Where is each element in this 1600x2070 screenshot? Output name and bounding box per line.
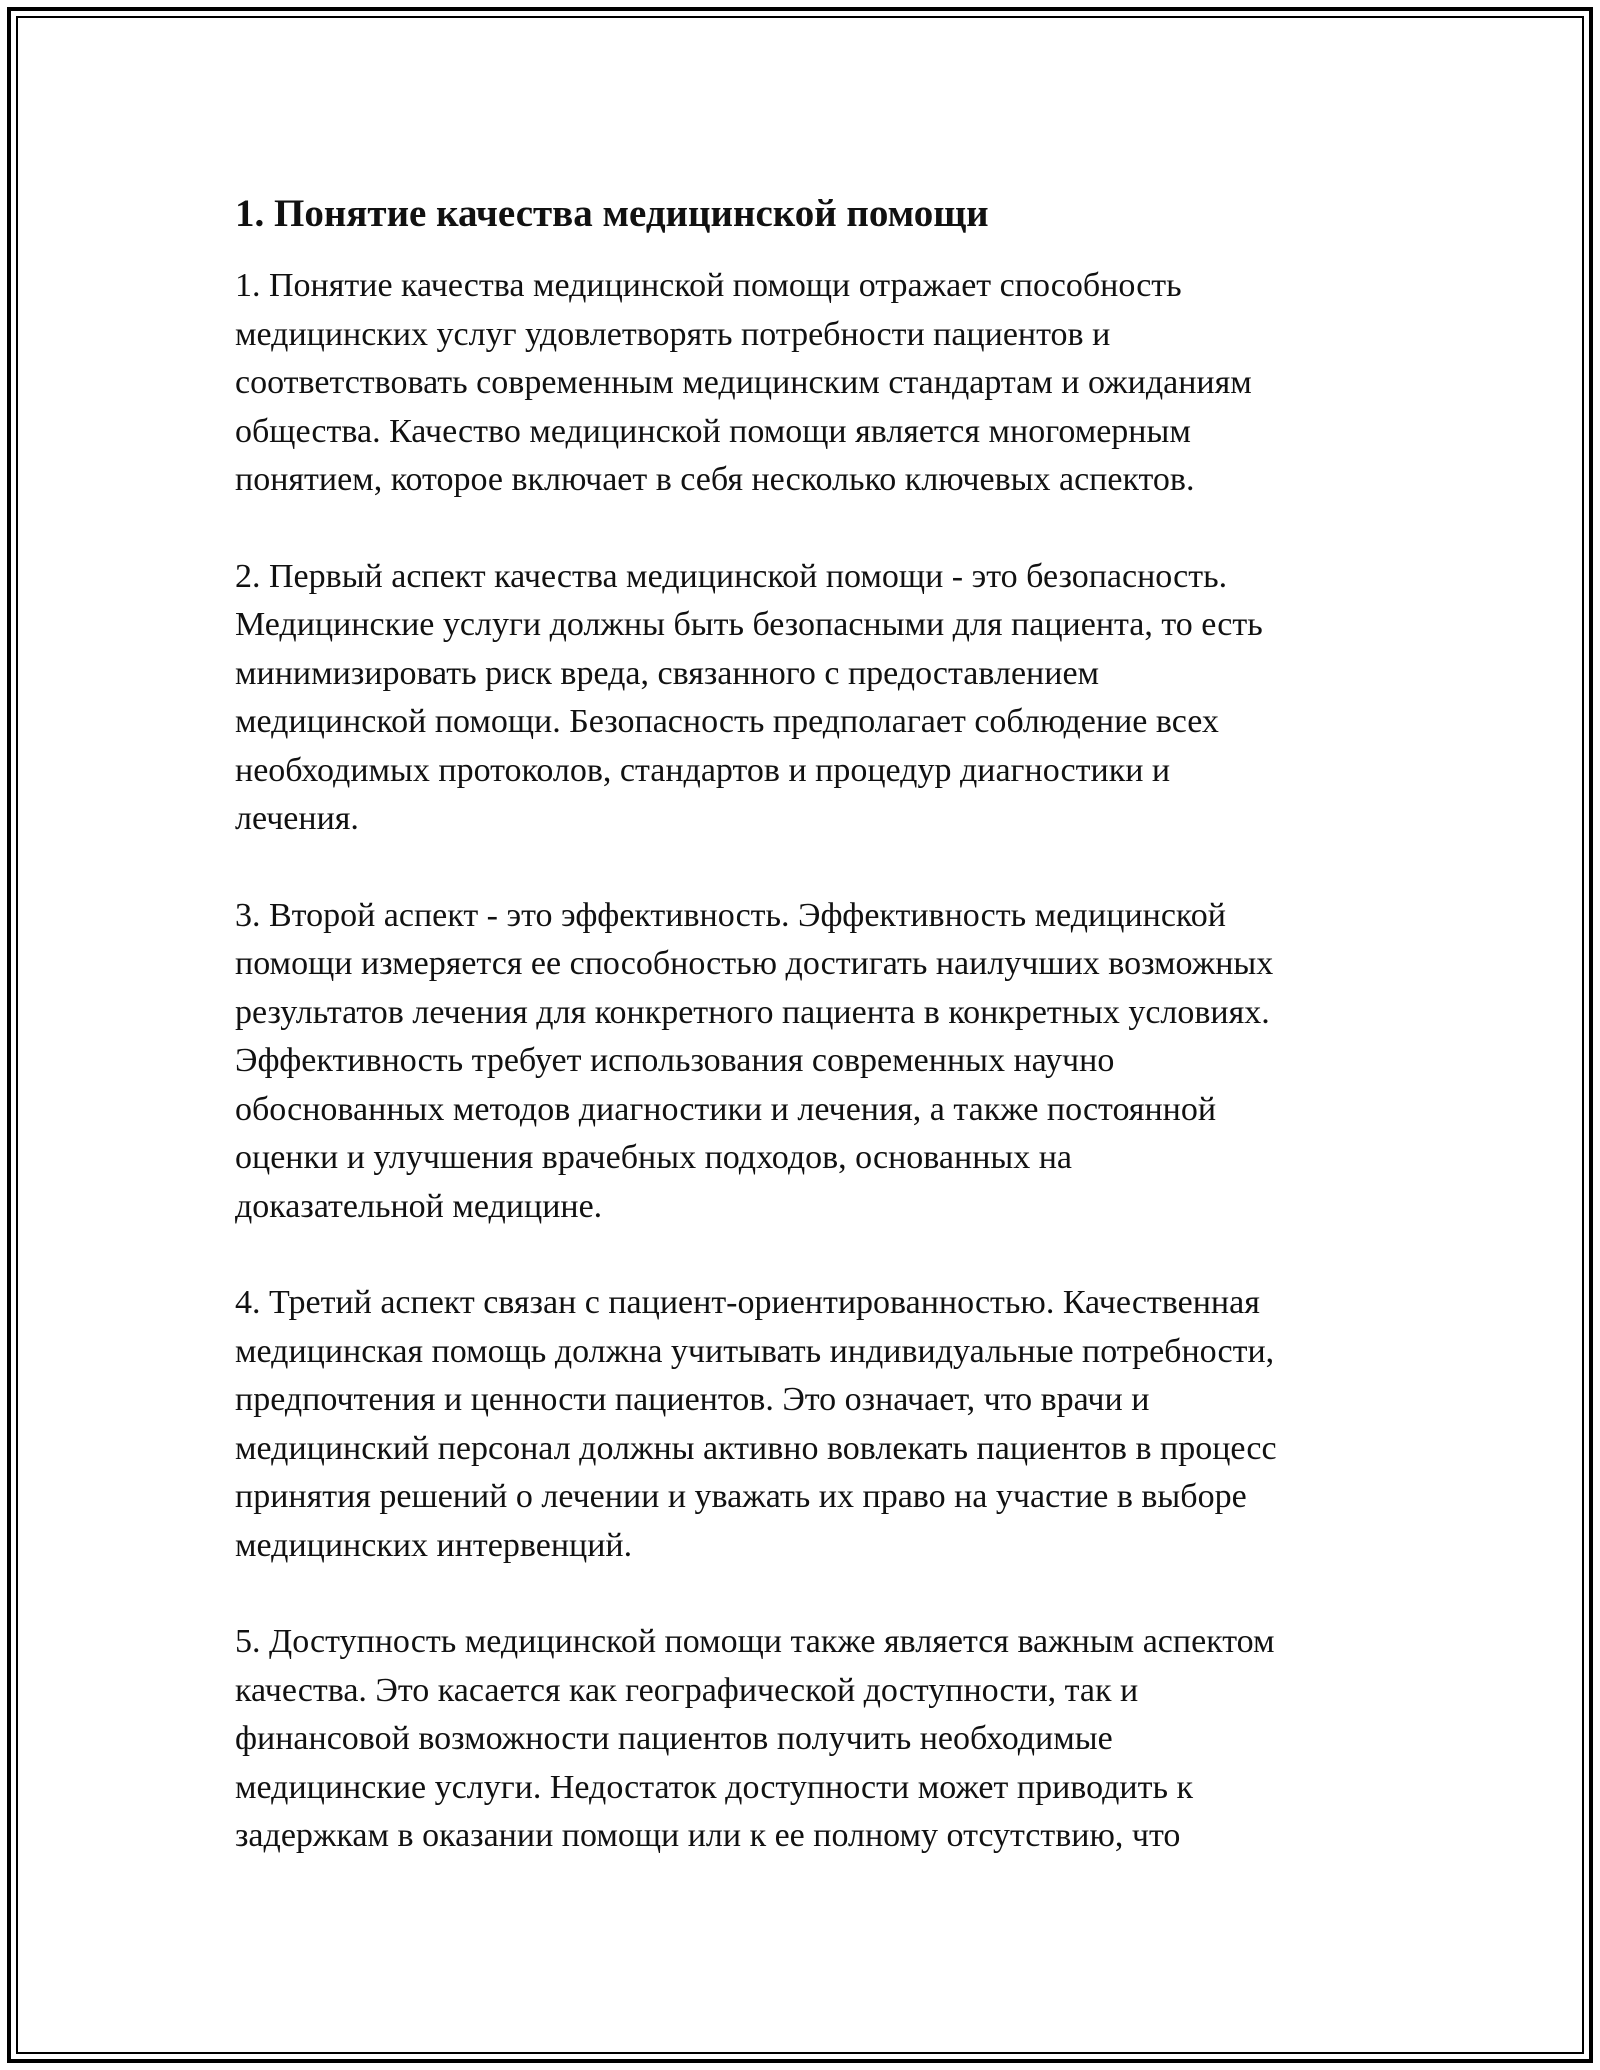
paragraph-line: медицинских интервенций.	[235, 1526, 633, 1564]
paragraph-line: Медицинские услуги должны быть безопасными для пациента, то есть	[235, 606, 1263, 643]
paragraph-1	[235, 262, 1375, 505]
paragraph-line: общества. Качество медицинской помощи является многомерным	[235, 412, 1191, 450]
paragraph-line: Эффективность требует использования современных научно	[235, 1042, 1115, 1079]
paragraph-line: медицинский персонал должны активно вовлекать пациентов в процесс	[235, 1429, 1277, 1467]
paragraph-5	[235, 1618, 1375, 1861]
paragraph-3	[235, 892, 1375, 1232]
paragraph-line: результатов лечения для конкретного пациента в конкретных условиях.	[235, 993, 1270, 1031]
paragraph-line: обоснованных методов диагностики и лечения, а также постоянной	[235, 1090, 1217, 1128]
paragraph-line: соответствовать современным медицинским стандартам и ожиданиям	[235, 364, 1252, 401]
paragraph-line: медицинская помощь должна учитывать индивидуальные потребности,	[235, 1332, 1275, 1370]
paragraph-line: оценки и улучшения врачебных подходов, основанных на	[235, 1139, 1073, 1176]
paragraph-2	[235, 553, 1375, 844]
paragraph-line: медицинские услуги. Недостаток доступности может приводить к	[235, 1768, 1193, 1806]
paragraph-line: медицинской помощи. Безопасность предполагает соблюдение всех	[235, 703, 1219, 740]
paragraph-4	[235, 1279, 1375, 1570]
paragraph-line: понятием, которое включает в себя несколько ключевых аспектов.	[235, 461, 1195, 498]
paragraph-line: минимизировать риск вреда, связанного с предоставлением	[235, 654, 1100, 692]
paragraph-line: 5. Доступность медицинской помощи также является важным аспектом	[235, 1623, 1275, 1660]
paragraph-line: качества. Это касается как географической доступности, так и	[235, 1671, 1139, 1709]
paragraph-line: принятия решений о лечении и уважать их право на участие в выборе	[235, 1478, 1247, 1515]
document-title: 1. Понятие качества медицинской помощи	[235, 192, 989, 235]
paragraph-line: предпочтения и ценности пациентов. Это означает, что врачи и	[235, 1381, 1150, 1418]
paragraph-line: 4. Третий аспект связан с пациент-ориентированностью. Качественная	[235, 1284, 1260, 1321]
paragraph-line: медицинских услуг удовлетворять потребности пациентов и	[235, 315, 1111, 353]
paragraph-line: доказательной медицине.	[235, 1187, 603, 1225]
paragraph-line: помощи измеряется ее способностью достигать наилучших возможных	[235, 945, 1274, 982]
paragraph-line: задержкам в оказании помощи или к ее полному отсутствию, что	[235, 1817, 1181, 1854]
paragraph-line: необходимых протоколов, стандартов и процедур диагностики и	[235, 751, 1171, 789]
paragraph-line: 1. Понятие качества медицинской помощи отражает способность	[235, 267, 1182, 304]
document-body	[235, 190, 1375, 1909]
paragraph-line: финансовой возможности пациентов получить необходимые	[235, 1720, 1113, 1757]
paragraph-line: 3. Второй аспект - это эффективность. Эффективность медицинской	[235, 896, 1226, 934]
paragraph-line: 2. Первый аспект качества медицинской помощи - это безопасность.	[235, 557, 1228, 595]
paragraph-line: лечения.	[235, 800, 359, 837]
